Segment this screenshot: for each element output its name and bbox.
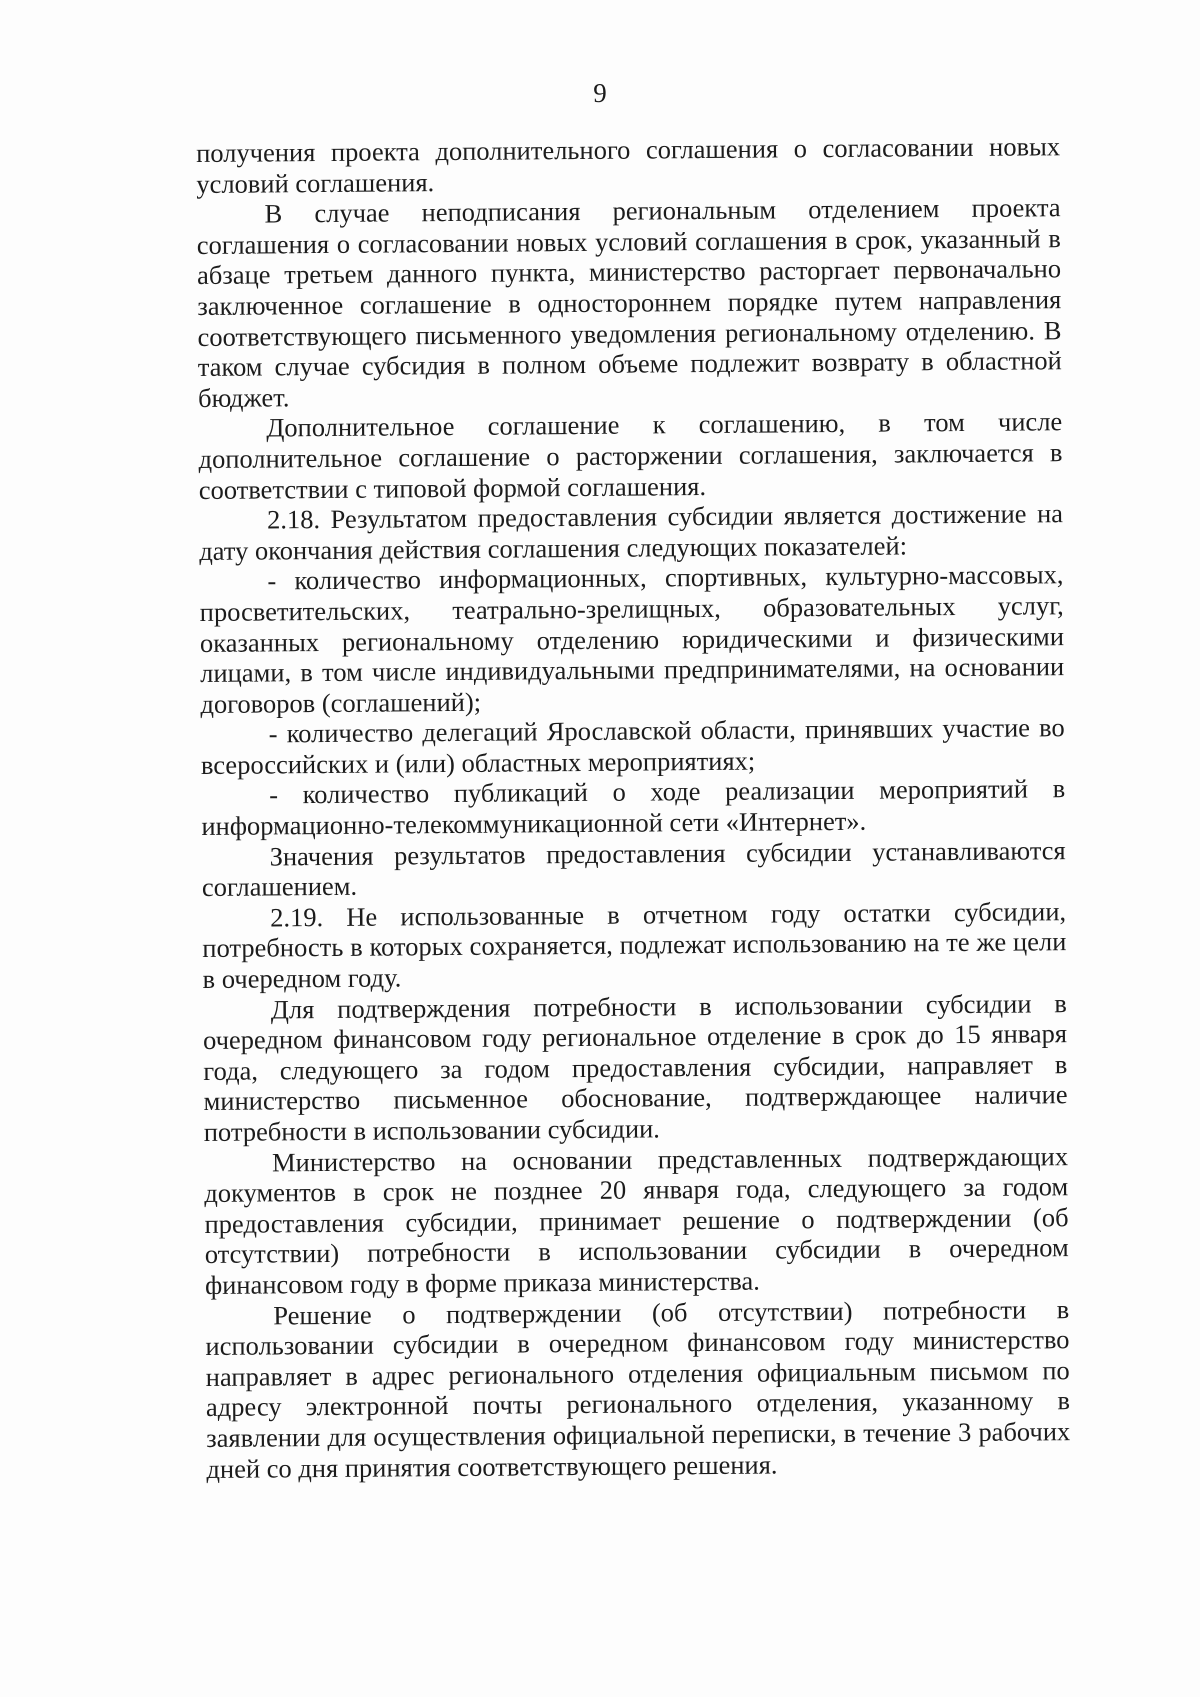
paragraph-2-18: 2.18. Результатом предоставления субсидии является достижение на дату окончания действия соглашения следующих показателей: xyxy=(199,498,1064,566)
paragraph-non-signing: В случае неподписания региональным отделением проекта соглашения о согласовании новых условий соглашения в срок, указанный в абзаце третьем данного пункта, министерство расторгает первоначально заключенное соглашение в одностороннем порядке путем направления соответствующего письменного уведомления региональному отделению. В таком случае субсидия в полном объеме подлежит возврату в областной бюджет. xyxy=(196,192,1062,413)
page-number: 9 xyxy=(593,78,607,108)
paragraph-confirmation-need: Для подтверждения потребности в использовании субсидии в очередном финансовом году региональное отделение в срок до 15 января года, следующего за годом предоставления субсидии, направляет в министерство письменное обоснование, подтверждающее наличие потребности в использовании субсидии. xyxy=(202,987,1068,1147)
paragraph-2-19: 2.19. Не использованные в отчетном году остатки субсидии, потребность в которых сохраняется, подлежат использованию на те же цели в очередном году. xyxy=(202,896,1067,995)
paragraph-additional-agreement: Дополнительное соглашение к соглашению, в том числе дополнительное соглашение о расторжении соглашения, заключается в соответствии с типовой формой соглашения. xyxy=(198,406,1063,505)
list-item-publications-count: - количество публикаций о ходе реализации мероприятий в информационно-телекоммуникационной сети «Интернет». xyxy=(201,773,1066,842)
list-item-delegations-count: - количество делегаций Ярославской области, принявших участие во всероссийских и (или) областных мероприятиях; xyxy=(200,712,1065,780)
paragraph-decision-notification: Решение о подтверждении (об отсутствии) потребности в использовании субсидии в очередном финансовом году министерство направляет в адрес регионального отделения официальным письмом по адресу электронной почты регионального отделения, указанному в заявлении для осуществления официальной переписки, в течение 3 рабочих дней со дня принятия соответствующего решения. xyxy=(205,1293,1071,1484)
list-item-services-count: - количество информационных, спортивных, культурно-массовых, просветительских, театрально-зрелищных, образовательных услуг, оказанных региональному отделению юридическими и физическими лицами, в том числе индивидуальными предпринимателями, на основании договоров (соглашений); xyxy=(199,559,1065,719)
paragraph-result-values: Значения результатов предоставления субсидии устанавливаются соглашением. xyxy=(201,834,1066,903)
paragraph-continuation: получения проекта дополнительного соглашения о согласовании новых условий соглашения. xyxy=(196,131,1061,199)
document-body xyxy=(196,131,1071,1484)
paragraph-ministry-decision: Министерство на основании представленных подтверждающих документов в срок не позднее 20 января года, следующего за годом предоставления субсидии, принимает решение о подтверждении (об отсутствии) потребности в использовании субсидии в очередном финансовом году в форме приказа министерства. xyxy=(204,1140,1069,1300)
